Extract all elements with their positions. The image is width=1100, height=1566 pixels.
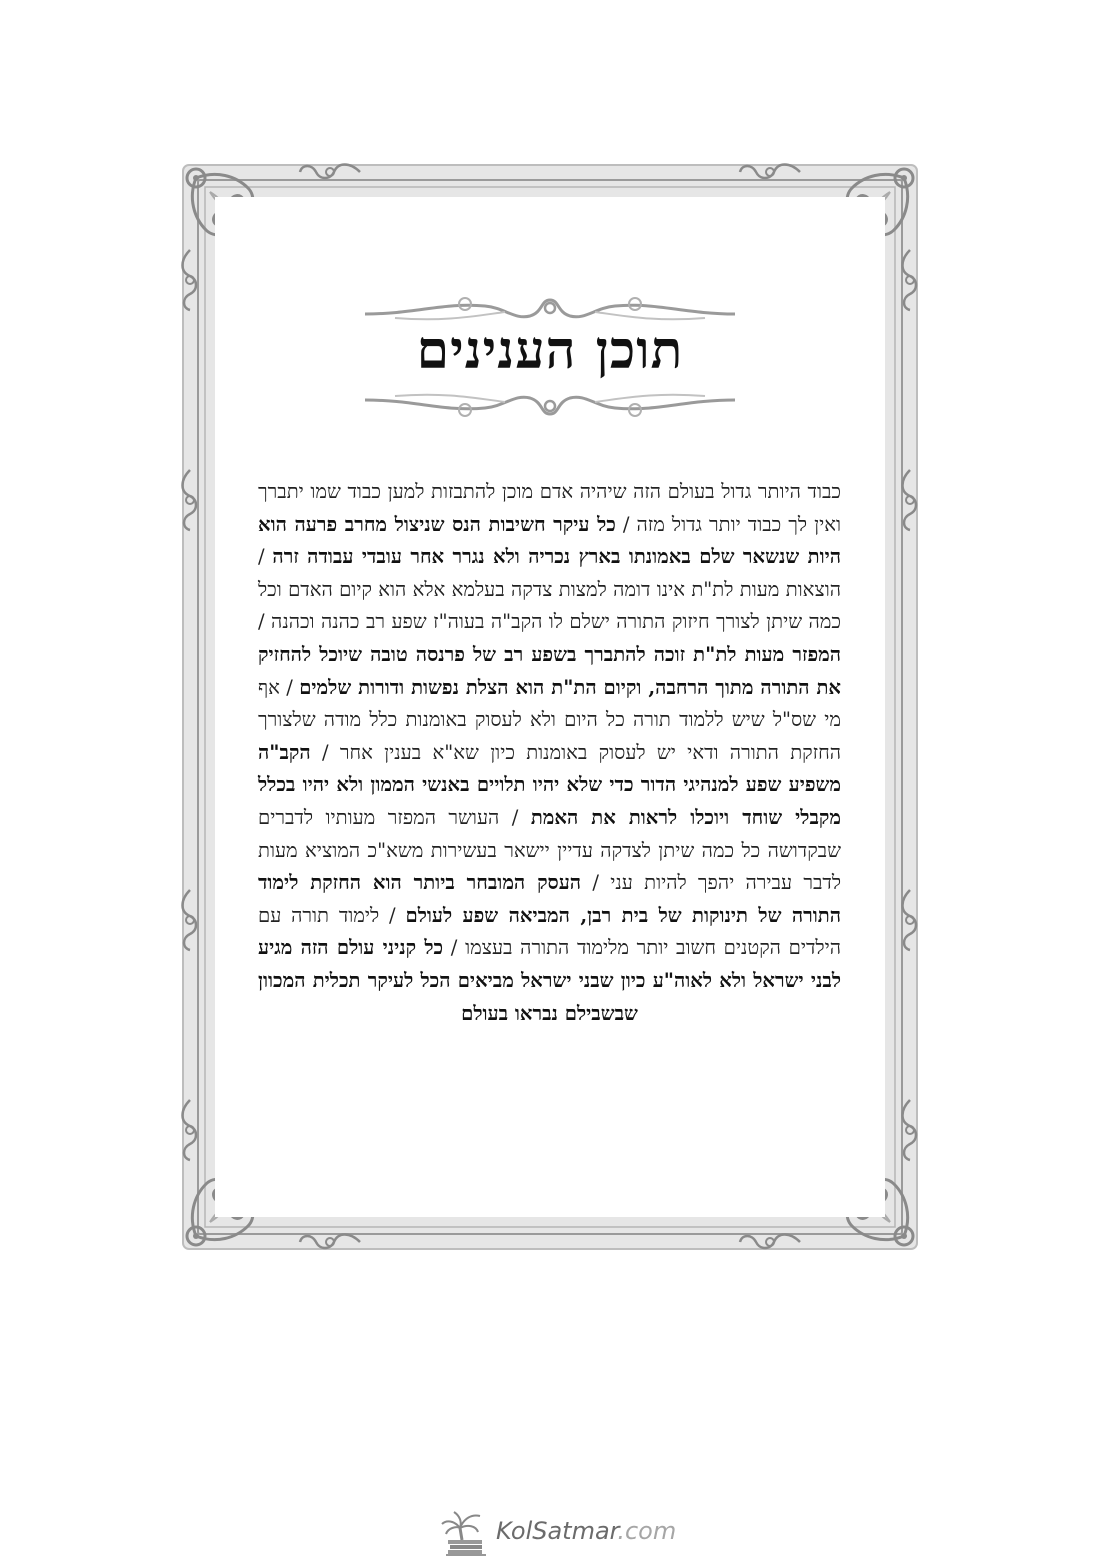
site-brand: KolSatmar: [496, 1517, 618, 1545]
site-footer[interactable]: [440, 1506, 680, 1556]
bold-text-segment: המפזר מעות לת"ת זוכה להתברך בשפע רב של פרנסה טובה שיוכל להחזיק את התורה מתוך הרחבה, וקיום הת"ת הוא הצלת נפשות ודורות שלמים: [258, 642, 842, 699]
bottom-flourish-ornament: [355, 388, 745, 422]
bold-text-segment: הקב"ה משפיע שפע למנהיגי הדור כדי שלא יהיו תלויים באנשי הממון ולא יהיו בכלל מקבלי שוחד ויוכלו לראות את האמת: [258, 740, 841, 829]
text-segment: / לימוד תורה עם הילדים הקטנים חשוב יותר מלימוד התורה בעצמו /: [258, 903, 841, 960]
text-segment: / אף מי שס"ל שיש ללמוד תורה כל היום ולא לעסוק באומנות כלל מודה שלצורך החזקת התורה ודאי יש לעסוק באומנות כיון שא"א בענין אחר /: [258, 675, 841, 764]
bold-text-segment: העסק המובחר ביותר הוא החזקת לימוד התורה של תינוקות של בית רבן, המביאה שפע לעולם: [258, 871, 841, 927]
bold-text-segment: כל קניני עולם הזה מגיע לבני ישראל ולא לאוה"ע כיון שבני ישראל מביאים הכל לעיקר תכלית המכוון שבשבילם נבראו בעולם: [258, 936, 841, 1025]
content-panel: [215, 197, 885, 1217]
palm-tree-books-logo-icon: [440, 1506, 492, 1556]
bold-text-segment: כל עיקר חשיבות הנס שניצול מחרב פרעה הוא היות שנשאר שלם באמונתו בארץ נכריה ולא נגרר אחר עובדי עבודה זרה: [258, 512, 841, 569]
page-title: תוכן הענינים: [416, 320, 684, 381]
text-segment: כבוד היותר גדול בעולם הזה שיהיה אדם מוכן להתבזות למען כבוד שמו יתברך ואין לך כבוד יותר גדול מזה /: [258, 480, 841, 536]
site-tld: .com: [617, 1517, 677, 1545]
title-block: [215, 292, 885, 422]
text-segment: / העושר המפזר מעותיו לדברים שבקדושה כל כמה שיתן לצדקה עדיין יישאר בעשירות משא"כ המוציא מעות לדבר עבירה יהפך להיות עני /: [258, 805, 842, 895]
site-name: [496, 1517, 676, 1545]
text-segment: / הוצאות מעות לת"ת אינו דומה למצות צדקה בעלמא אלא הוא קיום האדם וכל כמה שיתן לצורך חיזוק התורה ישלם לו הקב"ה בעוה"ז שפע רב כהנה וכהנה /: [258, 545, 841, 634]
contents-paragraph: [258, 476, 841, 1030]
